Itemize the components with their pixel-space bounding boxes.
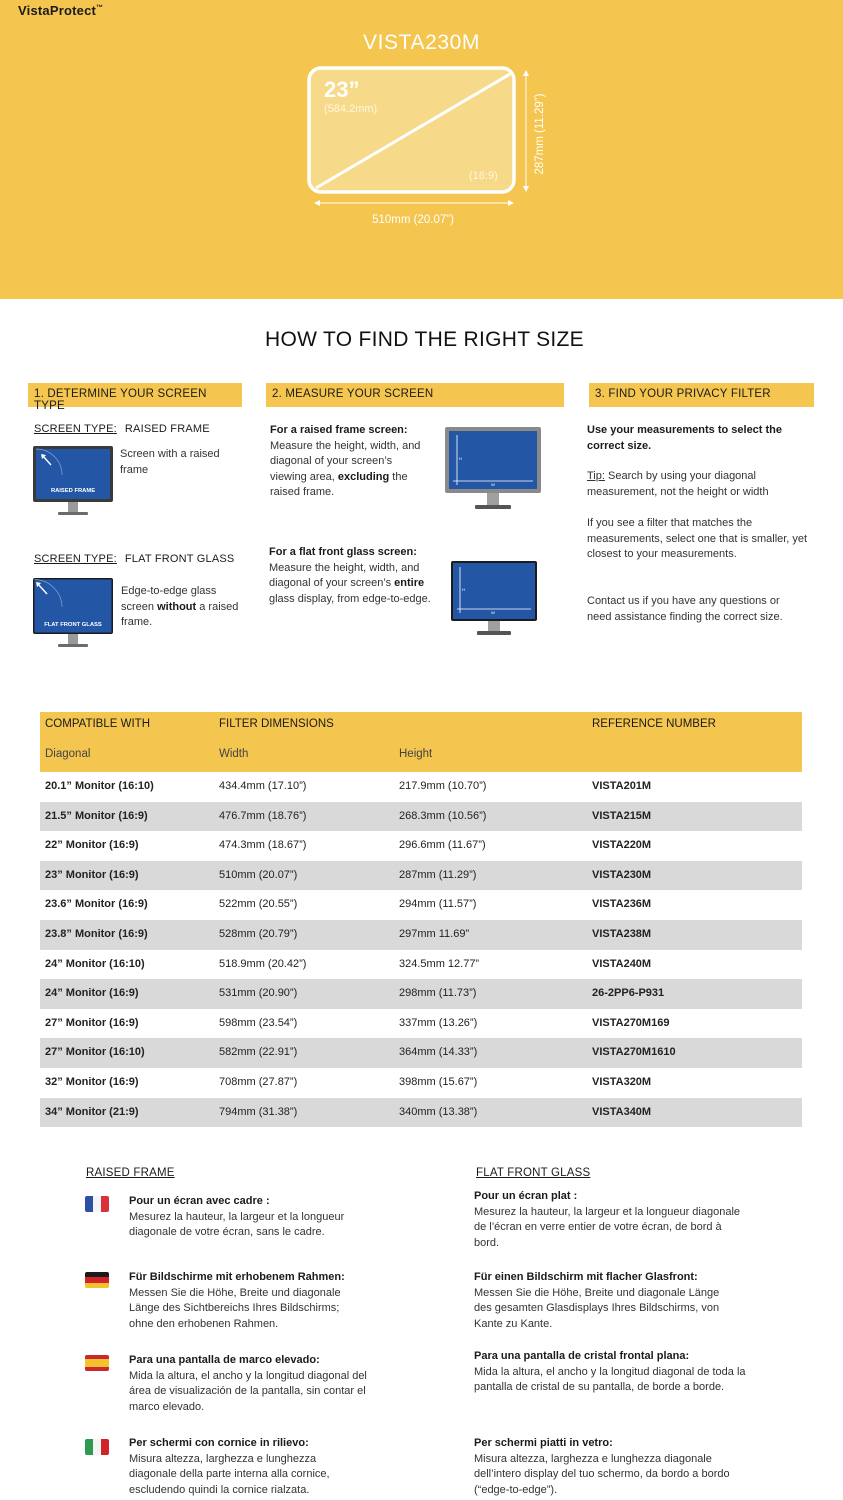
- svg-text:W: W: [491, 482, 495, 487]
- height-cell: 297mm 11.69”: [399, 927, 470, 940]
- width-cell: 708mm (27.87”): [219, 1075, 298, 1088]
- flag-de-icon: [85, 1272, 109, 1288]
- de-raised-text: Für Bildschirme mit erhobenem Rahmen: Messen Sie die Höhe, Breite und diagonale Länge des Sichtbereichs Ihres Bildschirms; ohne den erhobenen Rahmen.: [129, 1271, 345, 1330]
- monitor-icon: [33, 578, 113, 650]
- table-row: [40, 861, 802, 891]
- diagonal-cell: 27” Monitor (16:9): [45, 1016, 139, 1029]
- reference-cell: 26-2PP6-P931: [592, 987, 665, 1000]
- width-cell: 522mm (20.55”): [219, 898, 298, 911]
- height-cell: 324.5mm 12.77”: [399, 957, 480, 970]
- step1-header: 1. DETERMINE YOUR SCREEN TYPE: [28, 383, 242, 407]
- width-cell: 794mm (31.38”): [219, 1105, 298, 1118]
- screen-type-raised: SCREEN TYPE: RAISED FRAME: [34, 423, 210, 435]
- table-body: [40, 772, 802, 1127]
- width-cell: 582mm (22.91”): [219, 1046, 298, 1059]
- reference-cell: VISTA270M1610: [592, 1046, 676, 1059]
- width-cell: 598mm (23.54”): [219, 1016, 298, 1029]
- it-flat-text: Per schermi piatti in vetro: Misura altezza, larghezza e lunghezza diagonale dell’intero display del tuo schermo, da bordo a bordo (“edge-to-edge”).: [474, 1437, 730, 1496]
- diagonal-cell: 20.1” Monitor (16:10): [45, 780, 154, 792]
- measure-flat-text: For a flat front glass screen: Measure the height, width, and diagonal of your screen’s entire glass display, from edge-to-edge.: [269, 546, 431, 605]
- aspect-ratio: (16:9): [469, 170, 498, 182]
- de-flat-text: Für einen Bildschirm mit flacher Glasfront: Messen Sie die Höhe, Breite und diagonale Länge des gesamten Glasdisplays Ihres Bildschirms, von Kante zu Kante.: [474, 1271, 720, 1330]
- diagonal-cell: 27” Monitor (16:10): [45, 1046, 145, 1059]
- height-cell: 298mm (11.73”): [399, 987, 477, 1000]
- step2-header: 2. MEASURE YOUR SCREEN: [266, 383, 564, 407]
- reference-cell: VISTA230M: [592, 868, 652, 881]
- table-row: [40, 1098, 802, 1128]
- screen-type-flat: SCREEN TYPE: FLAT FRONT GLASS: [34, 553, 235, 565]
- height-cell: 340mm (13.38”): [399, 1105, 478, 1118]
- reference-cell: VISTA238M: [592, 927, 652, 940]
- reference-cell: VISTA201M: [592, 780, 652, 792]
- reference-cell: VISTA240M: [592, 957, 652, 970]
- width-cell: 518.9mm (20.42”): [219, 957, 307, 970]
- height-cell: 337mm (13.26”): [399, 1016, 478, 1029]
- flat-desc: Edge-to-edge glass screen without a raised frame.: [121, 585, 239, 628]
- raised-desc: Screen with a raised frame: [120, 448, 220, 476]
- lang-raised-heading: RAISED FRAME: [86, 1167, 175, 1179]
- width-cell: 476.7mm (18.76”): [219, 809, 307, 822]
- fr-flat-text: Pour un écran plat : Mesurez la hauteur, la largeur et la longueur diagonale de l’écran en verre entier de votre écran, de bord à bord.: [474, 1190, 741, 1249]
- diagonal-cell: 21.5” Monitor (16:9): [45, 809, 148, 822]
- diagonal-cell: 23” Monitor (16:9): [45, 868, 139, 881]
- height-cell: 217.9mm (10.70”): [399, 780, 487, 792]
- diagonal-cell: 23.6” Monitor (16:9): [45, 898, 148, 911]
- table-row: [40, 920, 802, 950]
- model-title: VISTA230M: [362, 31, 481, 54]
- width-cell: 531mm (20.90”): [219, 987, 298, 1000]
- diagonal-cell: 22” Monitor (16:9): [45, 839, 139, 852]
- es-flat-text: Para una pantalla de cristal frontal plana: Mida la altura, el ancho y la longitud diagonal de toda la pantalla de cristal de su pantalla, de borde a borde.: [474, 1350, 746, 1394]
- header-height: Height: [399, 748, 433, 760]
- flat-thumb-label: FLAT FRONT GLASS: [44, 622, 102, 628]
- height-cell: 294mm (11.57”): [399, 898, 477, 911]
- height-cell: 296.6mm (11.67”): [399, 839, 486, 852]
- monitor-icon: [33, 446, 113, 518]
- step3-p1: Use your measurements to select the correct size.: [587, 424, 783, 452]
- size-table: [40, 712, 802, 1127]
- table-row: [40, 772, 802, 802]
- diagonal-mm: (584.2mm): [324, 103, 378, 115]
- header-banner: [0, 0, 843, 299]
- table-header: [40, 712, 802, 772]
- reference-cell: VISTA320M: [592, 1075, 652, 1088]
- table-row: [40, 890, 802, 920]
- height-cell: 398mm (15.67”): [399, 1075, 478, 1088]
- brand-logo: VistaProtect™: [18, 3, 104, 18]
- it-raised-text: Per schermi con cornice in rilievo: Misura altezza, larghezza e lunghezza diagonale della parte interna alla cornice, escludendo quindi la cornice rialzata.: [129, 1437, 330, 1496]
- header-reference: REFERENCE NUMBER: [592, 718, 716, 730]
- reference-cell: VISTA340M: [592, 1105, 652, 1118]
- table-row: [40, 1038, 802, 1068]
- diagonal-cell: 24” Monitor (16:10): [45, 957, 145, 970]
- height-cell: 268.3mm (10.56”): [399, 809, 487, 822]
- howto-title: HOW TO FIND THE RIGHT SIZE: [265, 328, 584, 351]
- step3-p3: If you see a filter that matches the measurements, select one that is smaller, yet closest to your measurements.: [587, 517, 808, 560]
- svg-text:W: W: [491, 610, 495, 615]
- svg-text:H: H: [462, 587, 465, 592]
- svg-text:H: H: [459, 456, 462, 461]
- height-cell: 364mm (14.33”): [399, 1046, 478, 1059]
- reference-cell: VISTA220M: [592, 839, 652, 852]
- header-compatible: COMPATIBLE WITH: [45, 718, 150, 730]
- diagonal-cell: 24” Monitor (16:9): [45, 987, 139, 1000]
- width-cell: 510mm (20.07”): [219, 868, 298, 881]
- header-width: Width: [219, 748, 249, 760]
- width-label: 510mm (20.07”): [372, 214, 454, 226]
- table-row: [40, 802, 802, 832]
- step3-header: 3. FIND YOUR PRIVACY FILTER: [589, 383, 814, 407]
- step3-p4: Contact us if you have any questions or need assistance finding the correct size.: [587, 595, 783, 623]
- lang-flat-heading: FLAT FRONT GLASS: [476, 1167, 591, 1179]
- table-row: [40, 950, 802, 980]
- table-row: [40, 831, 802, 861]
- table-row: [40, 979, 802, 1009]
- es-raised-text: Para una pantalla de marco elevado: Mida la altura, el ancho y la longitud diagonal del área de visualización de la pantalla, sin contar el marco elevado.: [129, 1354, 367, 1413]
- measure-raised-text: For a raised frame screen: Measure the height, width, and diagonal of your screen’s viewing area, excluding the raised frame.: [270, 424, 421, 498]
- diagonal-cell: 32” Monitor (16:9): [45, 1075, 139, 1088]
- diagonal-size: 23”: [324, 77, 360, 102]
- raised-thumb-label: RAISED FRAME: [50, 488, 96, 494]
- diagonal-cell: 23.8” Monitor (16:9): [45, 927, 148, 940]
- reference-cell: VISTA236M: [592, 898, 652, 911]
- header-dimensions: FILTER DIMENSIONS: [219, 718, 334, 730]
- flag-it-icon: [85, 1439, 109, 1455]
- table-row: [40, 1068, 802, 1098]
- reference-cell: VISTA270M169: [592, 1016, 670, 1029]
- header-diagonal: Diagonal: [45, 748, 91, 760]
- width-cell: 434.4mm (17.10”): [219, 780, 307, 792]
- monitor-icon: [445, 427, 541, 511]
- table-row: [40, 1009, 802, 1039]
- fr-raised-text: Pour un écran avec cadre : Mesurez la hauteur, la largeur et la longueur diagonale de votre écran, sans le cadre.: [129, 1195, 345, 1239]
- flag-es-icon: [85, 1355, 109, 1371]
- height-label: 287mm (11.29”): [534, 93, 546, 175]
- height-cell: 287mm (11.29”): [399, 868, 477, 881]
- diagonal-cell: 34” Monitor (21:9): [45, 1105, 139, 1118]
- step3-tip: Tip: Search by using your diagonal measurement, not the height or width: [587, 470, 769, 498]
- flag-fr-icon: [85, 1196, 109, 1212]
- width-cell: 474.3mm (18.67”): [219, 839, 307, 852]
- monitor-icon: [451, 561, 537, 637]
- width-cell: 528mm (20.79”): [219, 927, 298, 940]
- reference-cell: VISTA215M: [592, 809, 652, 822]
